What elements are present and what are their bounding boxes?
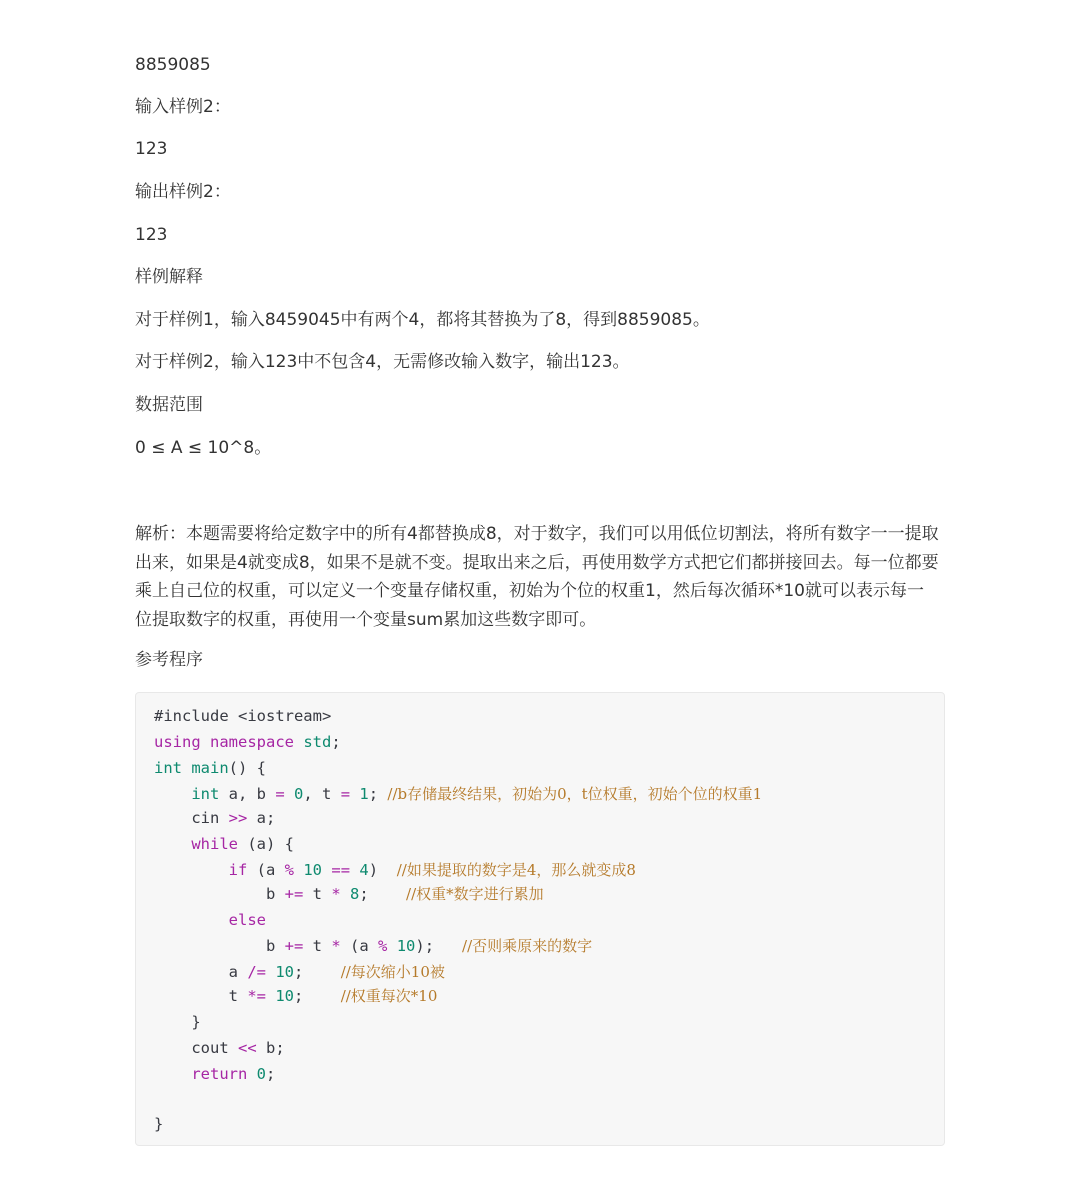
code-line: b += t * 8; //权重*数字进行累加 [154, 885, 544, 903]
sample-output-1-value: 8859085 [135, 55, 211, 75]
code-line: int main() { [154, 759, 266, 777]
code-line: t *= 10; //权重每次*10 [154, 987, 438, 1005]
reference-program-heading: 参考程序 [135, 650, 203, 670]
sample-output-2-value: 123 [135, 225, 168, 245]
code-line: else [228, 911, 266, 929]
code-line: cout << b; [154, 1039, 285, 1057]
code-line: if (a % 10 == 4) //如果提取的数字是4，那么就变成8 [228, 861, 636, 879]
code-line: int a, b = 0, t = 1; //b存储最终结果，初始为0，t位权重，初始个位的权重1 [191, 785, 763, 803]
code-block [135, 692, 945, 1146]
code-line: cin >> a; [154, 809, 276, 827]
data-range-value: 0 ≤ A ≤ 10^8。 [135, 438, 272, 458]
code-line: while (a) { [191, 835, 294, 853]
sample-input-2-heading: 输入样例2： [135, 97, 231, 117]
code-line: a /= 10; //每次缩小10被 [154, 963, 445, 981]
data-range-heading: 数据范围 [135, 395, 203, 415]
analysis-paragraph: 解析：本题需要将给定数字中的所有4都替换成8，对于数字，我们可以用低位切割法，将所有数字一一提取出来，如果是4就变成8，如果不是就不变。提取出来之后，再使用数学方式把它们都拼接回去。每一位都要乘上自己位的权重，可以定义一个变量存储权重，初始为个位的权重1，然后每次循环*10就可以表示每一位提取数字的权重，再使用一个变量sum累加这些数字即可。 [135, 524, 939, 630]
sample-output-2-heading: 输出样例2： [135, 182, 231, 202]
code-line: return 0; [191, 1065, 276, 1083]
sample-1-explanation: 对于样例1，输入8459045中有两个4，都将其替换为了8，得到8859085。 [135, 310, 710, 330]
sample-explanation-heading: 样例解释 [135, 267, 203, 287]
code-line: b += t * (a % 10); //否则乘原来的数字 [154, 937, 593, 955]
code-line: } [154, 1115, 164, 1133]
sample-input-2-value: 123 [135, 139, 168, 159]
sample-2-explanation: 对于样例2，输入123中不包含4，无需修改输入数字，输出123。 [135, 352, 630, 372]
code-line: #include <iostream> [154, 707, 332, 725]
code-line: } [154, 1013, 201, 1031]
code-line: using namespace std; [154, 733, 341, 751]
